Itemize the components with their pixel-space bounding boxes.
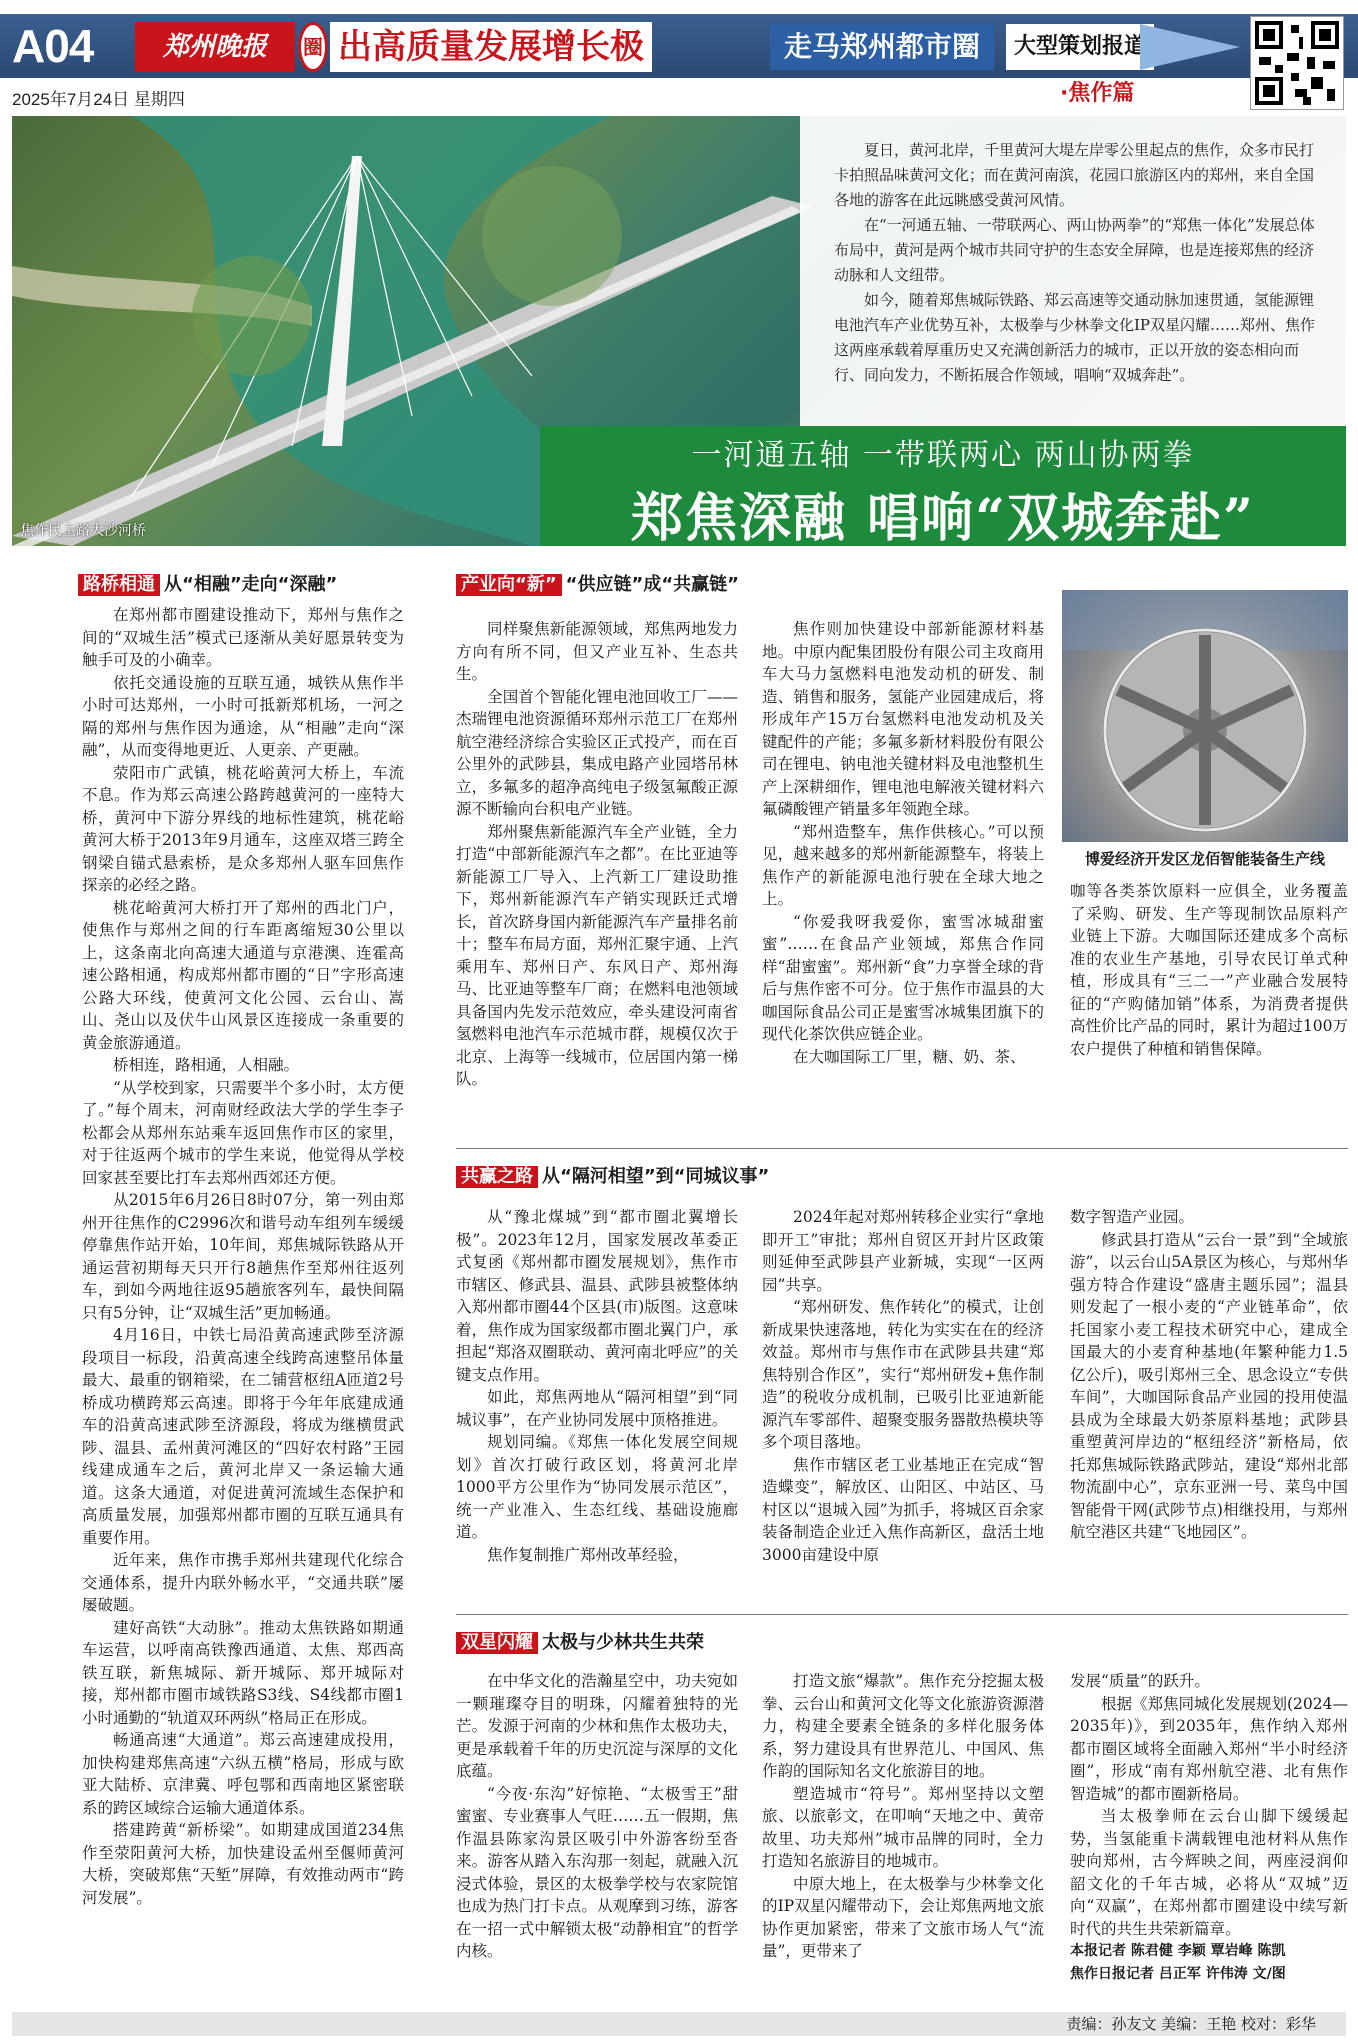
section-tag: 双星闪耀: [456, 1632, 538, 1654]
paragraph: 同样聚焦新能源领域，郑焦两地发力方向有所不同，但又产业互补、生态共生。: [456, 620, 738, 683]
paragraph: 如此，郑焦两地从“隔河相望”到“同城议事”，在产业协同发展中顶格推进。: [456, 1388, 738, 1429]
article-column: [456, 618, 738, 1118]
factory-photo: [1062, 590, 1348, 842]
paragraph: 桥相连，路相通，人相融。: [113, 1056, 300, 1074]
section-tag: 共赢之路: [456, 1166, 538, 1188]
paragraph: 在郑州都市圈建设推动下，郑州与焦作之间的“双城生活”模式已逐渐从美好愿景转变为触手可及的小确幸。: [82, 606, 404, 669]
paragraph: 4月16日，中铁七局沿黄高速武陟至济源段项目一标段，沿黄高速全线跨高速整吊体量最大、最重的钢箱梁，在二铺营枢纽A匝道2号桥成功横跨郑云高速。即将于今年年底建成通车的沿黄高速武陟至济源段，将成为继横贯武陟、温县、孟州黄河滩区的“四好农村路”王园线建成通车之后，黄河北岸又一条运输大通道。这条大通道，对促进黄河流域生态保护和高质量发展，加强郑州都市圈的互联互通具有重要作用。: [82, 1326, 404, 1547]
qr-code-graphic: [1251, 17, 1343, 109]
paragraph: 修武县打造从“云台一景”到“全域旅游”，以云台山5A景区为核心，与郑州华强方特合作建设“盛唐主题乐园”；温县则发起了一根小麦的“产业链革命”，依托国家小麦工程技术研究中心，建成全国最大的小麦育种基地(年繁种能力1.5亿公斤)，吸引郑州三全、思念设立“专供车间”，大咖国际食品产业园的投用使温县成为全球最大奶茶原料基地；武陟县重塑黄河岸边的“枢纽经济”新格局，依托郑焦城际铁路武陟站，建设“郑州北部物流副中心”，京东亚洲一号、菜鸟中国智能骨干网(武陟节点)相继投用，与郑州航空港区共建“飞地园区”。: [1070, 1230, 1348, 1541]
paragraph: 建好高铁“大动脉”。推动太焦铁路如期通车运营，以呼南高铁豫西通道、太焦、郑西高铁互联，新焦城际、新开城际、郑开城际对接，郑州都市圈市域铁路S3线、S4线都市圈1小时通勤的“轨道双环两纵”格局正在形成。: [82, 1618, 404, 1727]
section-heading: [456, 574, 739, 596]
paragraph: “你爱我呀我爱你，蜜雪冰城甜蜜蜜”……在食品产业领域，郑焦合作同样“甜蜜蜜”。郑州新“食”力享誉全球的背后与焦作密不可分。位于焦作市温县的大咖国际食品公司正是蜜雪冰城集团旗下的现代化茶饮供应链企业。: [762, 912, 1044, 1043]
section-title: 太极与少林共生共荣: [542, 1632, 704, 1653]
paragraph: 规划同编。《郑焦一体化发展空间规划》首次打破行政区划，将黄河北岸1000平方公里作为“协同发展示范区”，统一产业准入、生态红线、基础设施廊道。: [456, 1433, 738, 1541]
paragraph: 全国首个智能化锂电池回收工厂——杰瑞锂电池资源循环郑州示范工厂在郑州航空港经济综合实验区正式投产，而在百公里外的武陟县，集成电路产业园塔吊林立，多氟多的超净高纯电子级氢氟酸正源源不断输向台积电产业链。: [456, 687, 738, 818]
paragraph: 当太极拳师在云台山脚下缓缓起势，当氢能重卡满载锂电池材料从焦作驶向郑州，古今辉映之间，两座浸润仰韶文化的千年古城，必将从“双城”迈向“双赢”，在郑州都市圈建设中续写新时代的共生共荣新篇章。: [1070, 1807, 1348, 1938]
paragraph: 依托交通设施的互联互通，城铁从焦作半小时可达郑州，一小时可抵新郑机场，一河之隔的郑州与焦作因为通途，从“相融”走向“深融”，从而变得地更近、人更亲、产更融。: [82, 673, 404, 759]
paragraph: “从学校到家，只需要半个多小时，太方便了。”每个周末，河南财经政法大学的学生李子松都会从郑州东站乘车返回焦作市区的家里，对于往返两个城市的学生来说，他觉得从学校回家甚至要比打车去郑州西郊还方便。: [82, 1078, 404, 1187]
qr-code-icon[interactable]: [1250, 16, 1344, 110]
article-column: [456, 1670, 738, 1996]
paragraph: “今夜·东沟”好惊艳、“太极雪王”甜蜜蜜、专业赛事人气旺……五一假期，焦作温县陈家沟景区吸引中外游客纷至沓来。游客从踏入东沟那一刻起，就融入沉浸式体验，景区的太极拳学校与农家院馆也成为热门打卡点。从观摩到习练，游客在一招一式中解锁太极“动静相宜”的哲学内核。: [456, 1784, 738, 1960]
paragraph: 数字智造产业园。: [1070, 1208, 1195, 1226]
machine-illustration: [1062, 590, 1348, 842]
intro-paragraph: 如今，随着郑焦城际铁路、郑云高速等交通动脉加速贯通，氢能源锂电池汽车产业优势互补，太极拳与少林拳文化IP双星闪耀……郑州、焦作这两座承载着厚重历史又充满创新活力的城市，正以开放的姿态相向而行、同向发力，不断拓展合作领域，唱响“双城奔赴”。: [834, 291, 1316, 384]
article-column: [82, 604, 404, 1996]
article-column: [456, 1206, 738, 1604]
paragraph: “郑州研发、焦作转化”的模式，让创新成果快速落地，转化为实实在在的经济效益。郑州市与焦作市在武陟县共建“郑焦特别合作区”，实行“郑州研发+焦作制造”的税收分成机制，已吸引比亚迪新能源汽车零部件、超聚变服务器散热模块等多个项目落地。: [762, 1298, 1044, 1451]
intro-paragraph: 在“一河通五轴、一带联两心、两山协两拳”的“郑焦一体化”发展总体布局中，黄河是两个城市共同守护的生态安全屏障，也是连接郑焦的经济动脉和人文纽带。: [834, 216, 1315, 284]
report-type: 大型策划报道: [1006, 24, 1154, 70]
section-title: 从“相融”走向“深融”: [164, 574, 338, 595]
hero-intro: [800, 116, 1346, 426]
paragraph: 郑州聚焦新能源汽车全产业链，全力打造“中部新能源汽车之都”。在比亚迪等新能源工厂导入、上汽新工厂建设助推下，郑州新能源汽车产销实现跃迁式增长，首次跻身国内新能源汽车产量排名前十；整车布局方面，郑州汇聚宇通、上汽乘用车、郑州日产、东风日产、郑州海马、比亚迪等整车厂商；在燃料电池领域具备国内先发示范效应，牵头建设河南省氢燃料电池汽车示范城市群，规模仅次于北京、上海等一线城市，位居国内第一梯队。: [456, 822, 738, 1088]
arrow-icon: [1140, 24, 1240, 70]
section-tag: 产业向“新”: [456, 574, 562, 596]
page-footer: 责编：孙友文 美编：王艳 校对：彩华: [12, 2012, 1346, 2036]
byline: 本报记者 陈君健 李颖 覃岩峰 陈凯: [1070, 1943, 1286, 1959]
header-title: 出高质量发展增长极: [330, 22, 652, 72]
headline-subtitle: 一河通五轴 一带联两心 两山协两拳: [691, 438, 1195, 473]
paragraph: “郑州造整车，焦作供核心。”可以预见，越来越多的郑州新能源整车，将装上焦作产的新能源电池行驶在全球大地之上。: [762, 822, 1044, 908]
section-heading: [456, 1632, 704, 1654]
paragraph: 畅通高速“大通道”。郑云高速建成投用，加快构建郑焦高速“六纵五横”格局，形成与欧亚大陆桥、京津冀、呼包鄂和西南地区紧密联系的跨区域综合运输大通道体系。: [82, 1731, 404, 1817]
paragraph: 咖等各类茶饮原料一应俱全，业务覆盖了采购、研发、生产等现制饮品原料产业链上下游。大咖国际还建成多个高标准的农业生产基地，引导农民订单式种植，形成具有“三二一”产业融合发展特征的“产购储加销”体系，为消费者提供高性价比产品的同时，累计为超过100万农户提供了种植和销售保障。: [1070, 882, 1348, 1058]
newspaper-logo: 郑州晚报: [135, 22, 295, 72]
issue-date: 2025年7月24日 星期四: [12, 90, 185, 109]
section-divider: [456, 1148, 1348, 1149]
paragraph: 2024年起对郑州转移企业实行“拿地即开工”审批；郑州自贸区开封片区政策则延伸至武陟县产业新城，实现“一区两园”共享。: [762, 1208, 1044, 1294]
section-title: “供应链”成“共赢链”: [565, 574, 739, 595]
article-column: [762, 1670, 1044, 1996]
edition-label: ·焦作篇: [1060, 81, 1135, 106]
paragraph: 发展“质量”的跃升。: [1070, 1672, 1210, 1690]
article-column: [762, 618, 1044, 1118]
paragraph: 焦作则加快建设中部新能源材料基地。中原内配集团股份有限公司主攻商用车大马力氢燃料电池发动机的研发、制造、销售和服务，氢能产业园建成后，将形成年产15万台氢燃料电池发动机及关键配件的产能；多氟多新材料股份有限公司在锂电、钠电池关键材料及电池整机生产上深耕细作，锂电池电解液关键材料六氟磷酸锂产销量多年领跑全球。: [762, 620, 1044, 818]
section-heading: [456, 1166, 769, 1188]
section-title: 从“隔河相望”到“同城议事”: [542, 1166, 770, 1187]
page-number: A04: [12, 20, 94, 72]
paragraph: 近年来，焦作市携手郑州共建现代化综合交通体系，提升内联外畅水平，“交通共联”屡屡破题。: [82, 1551, 404, 1614]
column-name: 走马郑州都市圈: [770, 24, 994, 70]
article-column: [1070, 880, 1348, 1130]
paragraph: 在大咖国际工厂里，糖、奶、茶、: [793, 1047, 1026, 1066]
byline: 焦作日报记者 吕正军 许伟涛 文/图: [1070, 1965, 1286, 1982]
headline-title: 郑焦深融 唱响“双城奔赴”: [631, 488, 1255, 549]
section-divider: [456, 1614, 1348, 1615]
paragraph: 焦作复制推广郑州改革经验，: [487, 1545, 689, 1564]
headline-banner: [540, 426, 1346, 549]
article-column: [1070, 1206, 1348, 1604]
paragraph: 中原大地上，在太极拳与少林拳文化的IP双星闪耀带动下，会让郑焦两地文旅协作更加紧密，带来了文旅市场人气“流量”，更带来了: [762, 1874, 1044, 1960]
paragraph: 从2015年6月26日8时07分，第一列由郑州开往焦作的C2996次和谐号动车组列车缓缓停靠焦作站开始，10年间，郑焦城际铁路从开通运营初期每天只开行8趟焦作至郑州往返列车，到如今两地往返95趟旅客列车，最快间隔只有5分钟，让“双城生活”更加畅通。: [82, 1191, 404, 1322]
paragraph: 桃花峪黄河大桥打开了郑州的西北门户，使焦作与郑州之间的行车距离缩短30公里以上，这条南北向高速大通道与京港澳、连霍高速公路相通，构成郑州都市圈的“日”字形高速公路大环线，使黄河文化公园、云台山、嵩山、尧山以及伏牛山风景区连接成一条重要的黄金旅游通道。: [82, 898, 404, 1052]
factory-photo-caption: 博爱经济开发区龙佰智能装备生产线: [1084, 850, 1325, 868]
section-tag: 路桥相通: [78, 574, 160, 596]
paragraph: 焦作市辖区老工业基地正在完成“智造蝶变”，解放区、山阳区、中站区、马村区以“退城入园”为抓手，将城区百余家装备制造企业迁入焦作高新区，盘活土地3000亩建设中原: [762, 1455, 1044, 1564]
intro-paragraph: 夏日，黄河北岸，千里黄河大堤左岸零公里起点的焦作，众多市民打卡拍照品味黄河文化；而在黄河南滨，花园口旅游区内的郑州，来自全国各地的游客在此远眺感受黄河风情。: [834, 141, 1315, 209]
paragraph: 从“豫北煤城”到“都市圈北翼增长极”。2023年12月，国家发展改革委正式复函《郑州都市圈发展规划》，焦作市市辖区、修武县、温县、武陟县被整体纳入郑州都市圈44个区县(市)版图。这意味着，焦作成为国家级都市圈北翼门户，承担起“郑洛双圈联动、黄河南北呼应”的关键支点作用。: [456, 1208, 738, 1384]
article-column: [762, 1206, 1044, 1604]
circle-character: 圈: [298, 22, 328, 72]
hero-photo-caption: 焦作民主路大沙河桥: [20, 523, 146, 539]
paragraph: 搭建跨黄“新桥梁”。如期建成国道234焦作至荥阳黄河大桥，加快建设孟州至偃师黄河大桥，突破郑焦“天堑”屏障，有效推动两市“跨河发展”。: [82, 1821, 404, 1907]
paragraph: 塑造城市“符号”。郑州坚持以文塑旅、以旅彰文，在叩响“天地之中、黄帝故里、功夫郑州”城市品牌的同时，全力打造知名旅游目的地城市。: [762, 1784, 1044, 1870]
paragraph: 根据《郑焦同城化发展规划(2024—2035年)》，到2035年，焦作纳入郑州都市圈区域将全面融入郑州“半小时经济圈”，形成“南有郑州航空港、北有焦作智造城”的都市圈新格局。: [1070, 1694, 1348, 1803]
paragraph: 打造文旅“爆款”。焦作充分挖掘太极拳、云台山和黄河文化等文化旅游资源潜力，构建全要素全链条的多样化服务体系，努力建设具有世界范儿、中国风、焦作韵的国际知名文化旅游目的地。: [762, 1672, 1044, 1780]
article-column: [1070, 1670, 1348, 2008]
paragraph: 荥阳市广武镇，桃花峪黄河大桥上，车流不息。作为郑云高速公路跨越黄河的一座特大桥，黄河中下游分界线的地标性建筑，桃花峪黄河大桥于2013年9月通车，这座双塔三跨全钢梁自锚式悬索桥，是众多郑州人驱车回焦作探亲的必经之路。: [82, 763, 404, 894]
section-heading: [78, 574, 337, 596]
paragraph: 在中华文化的浩瀚星空中，功夫宛如一颗璀璨夺目的明珠，闪耀着独特的光芒。发源于河南的少林和焦作太极功夫，更是承载着千年的历史沉淀与深厚的文化底蕴。: [456, 1672, 738, 1780]
